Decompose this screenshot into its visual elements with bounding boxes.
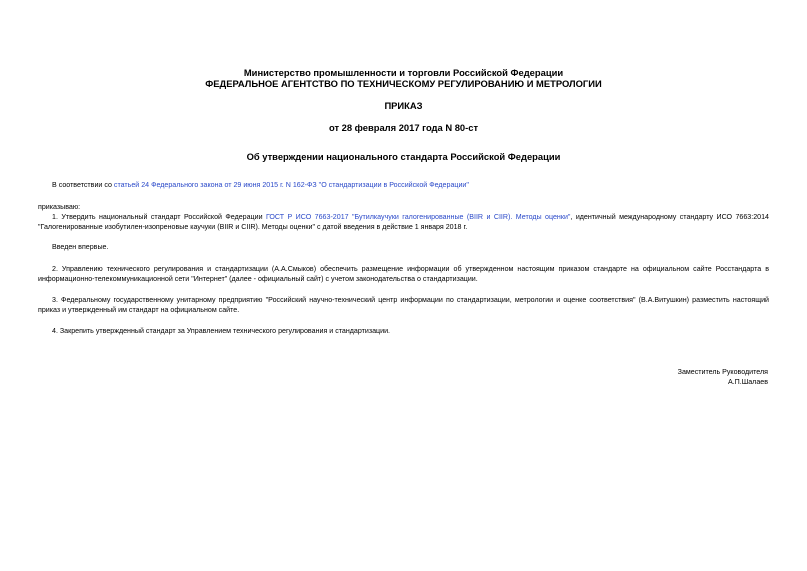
- order-word: приказываю:: [38, 203, 81, 211]
- item-2-paragraph: [38, 265, 769, 284]
- intro-paragraph: [38, 181, 769, 191]
- intro-prefix: В соответствии со: [52, 181, 114, 189]
- item-2-text: 2. Управлению технического регулирования и стандартизации (А.А.Смыков) обеспечить размещение информации об утвержденном настоящим приказом стандарте на официальном сайте Росстандарта в информационно-телекоммуникационной сети "Интернет" (далее - официальный сайт) с учетом законодательства о стандартизации.: [38, 265, 769, 283]
- introduced-first-paragraph: [38, 243, 769, 253]
- item-1-paragraph: [38, 213, 769, 232]
- item-4-paragraph: [38, 327, 769, 337]
- document-type: ПРИКАЗ: [384, 100, 423, 111]
- signatory-name: А.П.Шалаев: [727, 378, 768, 386]
- document-date-number: от 28 февраля 2017 года N 80-ст: [328, 122, 479, 133]
- signatory-position: Заместитель Руководителя: [677, 368, 768, 376]
- gost-standard-link[interactable]: ГОСТ Р ИСО 7663-2017 "Бутилкаучуки галогенированные (BIIR и CIIR). Методы оценки": [265, 213, 571, 221]
- document-title: Об утверждении национального стандарта Российской Федерации: [246, 151, 561, 162]
- introduced-first-text: Введен впервые.: [52, 243, 109, 251]
- item-1-prefix: 1. Утвердить национальный стандарт Российской Федерации: [52, 213, 266, 221]
- item-3-text: 3. Федеральному государственному унитарному предприятию "Российский научно-технический центр информации по стандартизации, метрологии и оценке соответствия" (В.А.Витушкин) разместить настоящий приказ и утвержденный им стандарт на официальном сайте.: [38, 296, 769, 314]
- agency-name: ФЕДЕРАЛЬНОЕ АГЕНТСТВО ПО ТЕХНИЧЕСКОМУ РЕГУЛИРОВАНИЮ И МЕТРОЛОГИИ: [205, 78, 602, 89]
- federal-law-link[interactable]: статьей 24 Федерального закона от 29 июня 2015 г. N 162-ФЗ "О стандартизации в Российской Федерации": [113, 181, 469, 189]
- ministry-name: Министерство промышленности и торговли Российской Федерации: [243, 67, 564, 78]
- item-4-text: 4. Закрепить утвержденный стандарт за Управлением технического регулирования и стандартизации.: [52, 327, 391, 335]
- item-1-suffix: , идентичный международному стандарту ИСО 7663:2014 "Галогенированные изобутилен-изопреновые каучуки (BIIR и CIIR). Методы оценки" с датой введения в действие 1 января 2018 г.: [38, 213, 770, 231]
- item-3-paragraph: [38, 296, 769, 315]
